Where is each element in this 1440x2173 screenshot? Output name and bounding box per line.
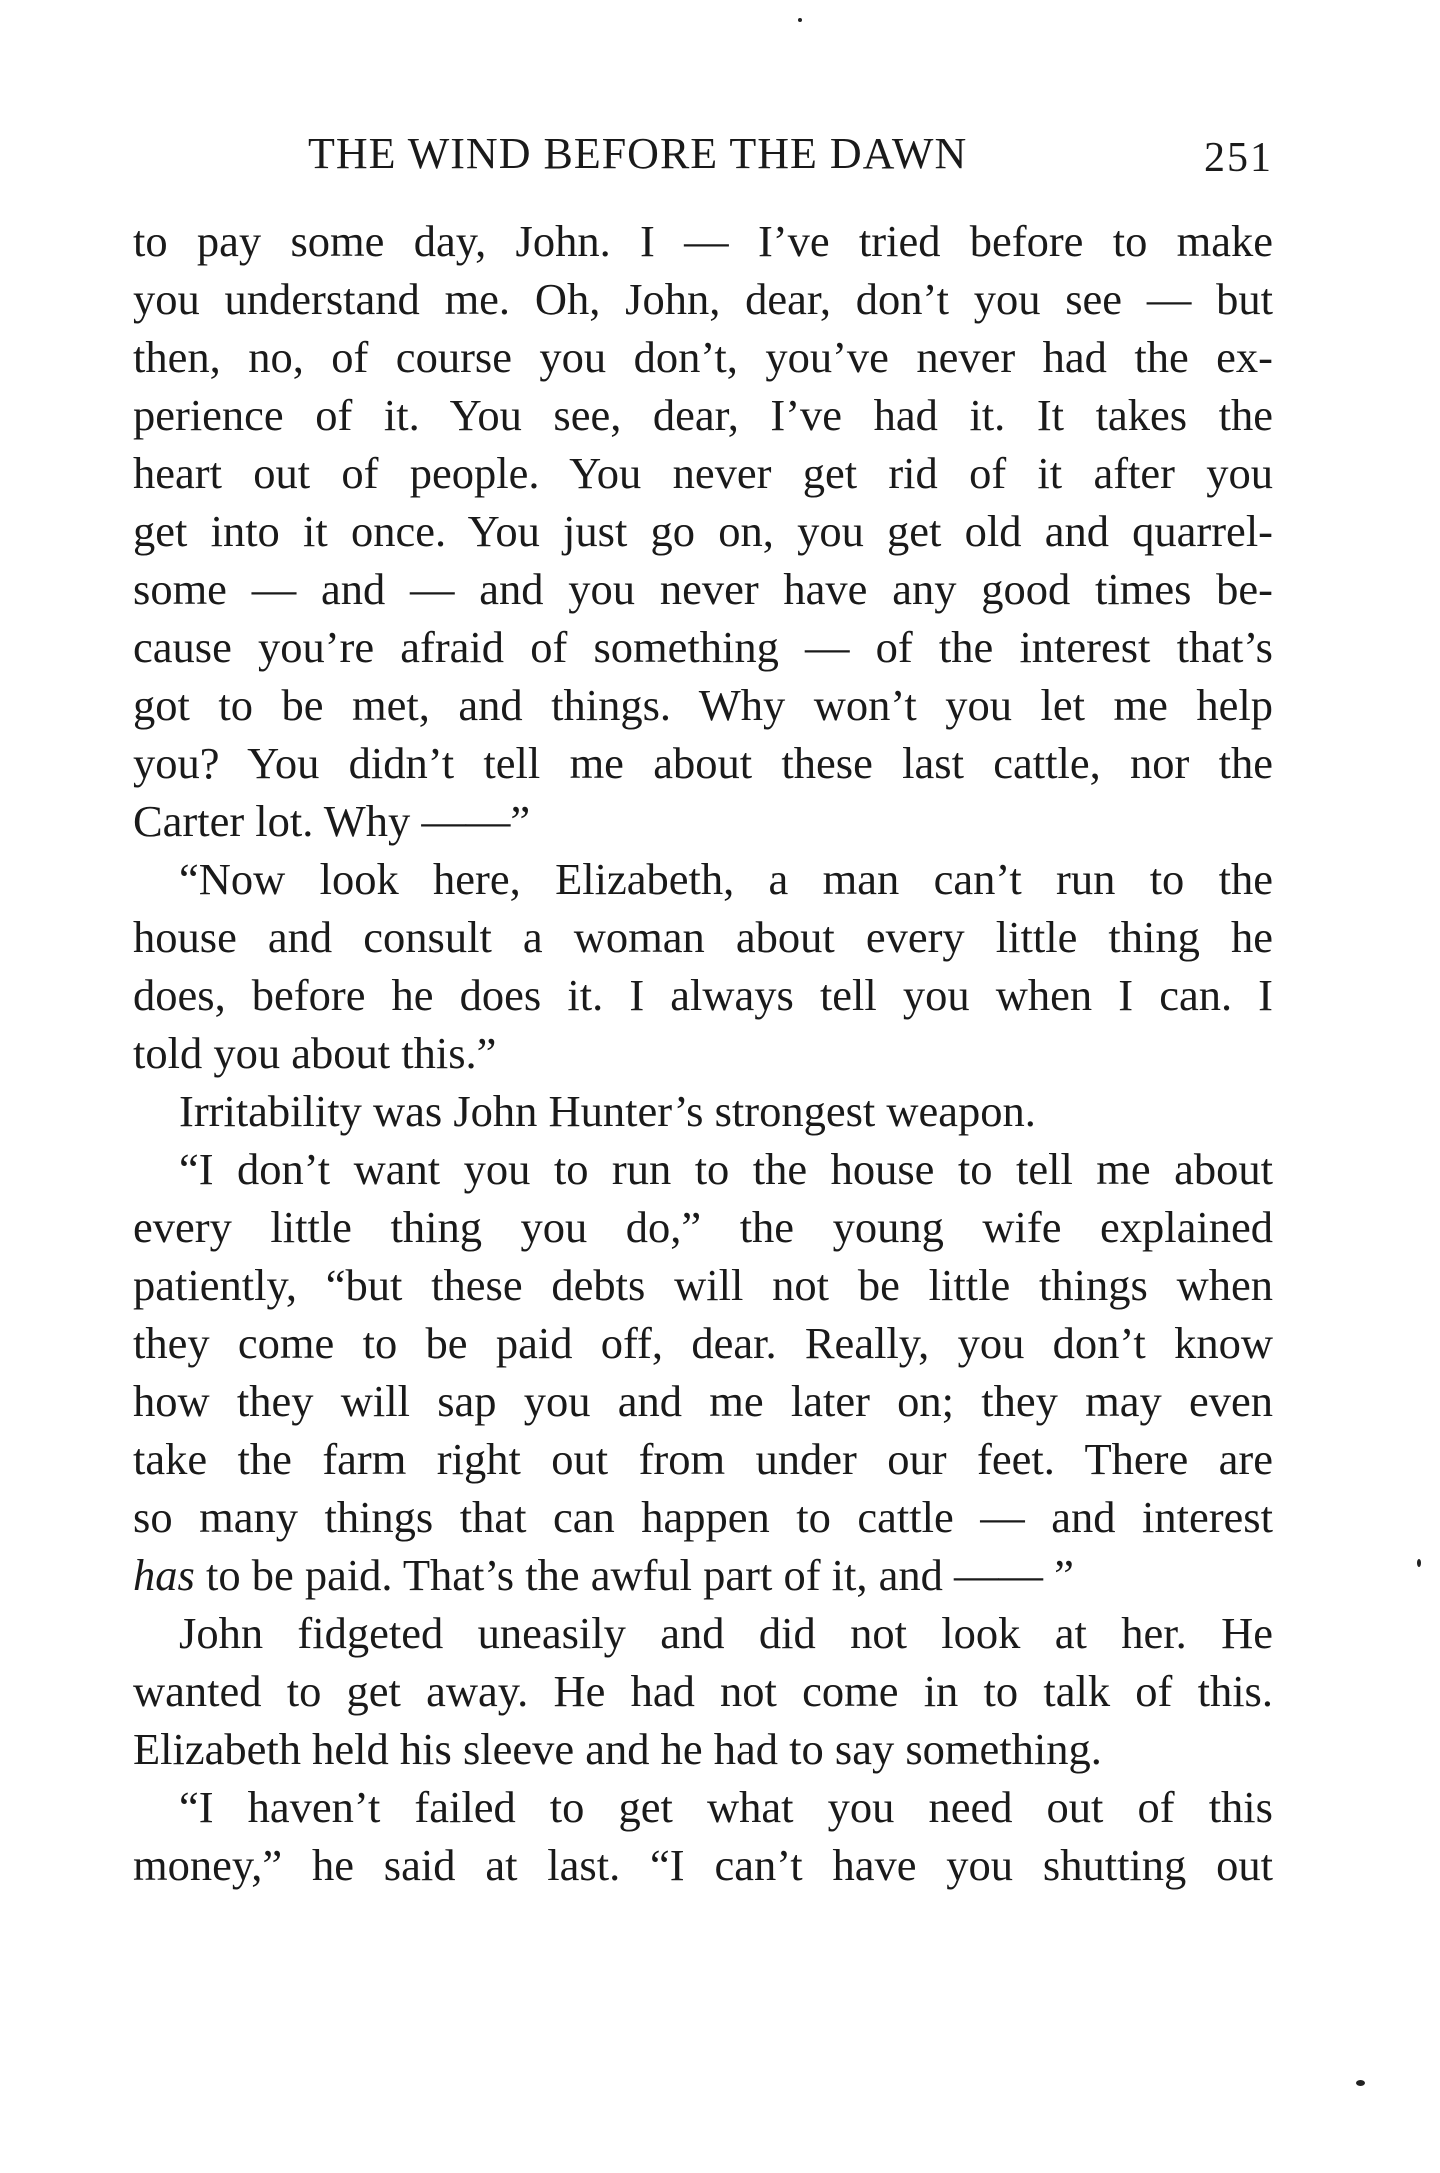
text-line: how they will sap you and me later on; they may even xyxy=(133,1376,1273,1426)
text-line: got to be met, and things. Why won’t you let me help xyxy=(133,680,1273,730)
text-line: you? You didn’t tell me about these last cattle, nor the xyxy=(133,738,1273,788)
page-number: 251 xyxy=(1204,135,1273,181)
text-line: patiently, “but these debts will not be little things when xyxy=(133,1260,1273,1310)
text-line: then, no, of course you don’t, you’ve never had the ex- xyxy=(133,332,1273,382)
text-line: Elizabeth held his sleeve and he had to say something. xyxy=(133,1724,1102,1774)
text-line: get into it once. You just go on, you get old and quarrel- xyxy=(133,506,1273,556)
text-line: perience of it. You see, dear, I’ve had it. It takes the xyxy=(133,390,1273,440)
print-speck xyxy=(1356,2080,1365,2086)
text-line: you understand me. Oh, John, dear, don’t you see — but xyxy=(133,274,1273,324)
text-line: some — and — and you never have any good times be- xyxy=(133,564,1273,614)
text-line: “I don’t want you to run to the house to tell me about xyxy=(179,1144,1273,1194)
text-line: heart out of people. You never get rid of it after you xyxy=(133,448,1273,498)
text-line: has to be paid. That’s the awful part of it, and —— ” xyxy=(133,1550,1074,1600)
print-speck xyxy=(1417,1559,1421,1567)
text-line: take the farm right out from under our feet. There are xyxy=(133,1434,1273,1484)
text-line: to pay some day, John. I — I’ve tried before to make xyxy=(133,216,1273,266)
text-line: so many things that can happen to cattle — and interest xyxy=(133,1492,1273,1542)
page-header xyxy=(133,128,1273,188)
text-line: John fidgeted uneasily and did not look at her. He xyxy=(179,1608,1273,1658)
print-speck xyxy=(798,18,802,22)
text-line: cause you’re afraid of something — of the interest that’s xyxy=(133,622,1273,672)
text-line: “I haven’t failed to get what you need out of this xyxy=(179,1782,1273,1832)
text-line: told you about this.” xyxy=(133,1028,497,1078)
text-line: “Now look here, Elizabeth, a man can’t run to the xyxy=(179,854,1273,904)
text-line: money,” he said at last. “I can’t have you shutting out xyxy=(133,1840,1273,1890)
text-line: every little thing you do,” the young wife explained xyxy=(133,1202,1273,1252)
emphasized-word: has xyxy=(133,1550,195,1600)
text-line: Carter lot. Why ——” xyxy=(133,796,531,846)
text-line: Irritability was John Hunter’s strongest weapon. xyxy=(179,1086,1036,1136)
text-line: they come to be paid off, dear. Really, you don’t know xyxy=(133,1318,1273,1368)
text-line: wanted to get away. He had not come in to talk of this. xyxy=(133,1666,1273,1716)
body-text xyxy=(133,212,1273,1894)
running-head: THE WIND BEFORE THE DAWN xyxy=(308,129,968,178)
text-line: does, before he does it. I always tell you when I can. I xyxy=(133,970,1273,1020)
text-line: house and consult a woman about every little thing he xyxy=(133,912,1273,962)
